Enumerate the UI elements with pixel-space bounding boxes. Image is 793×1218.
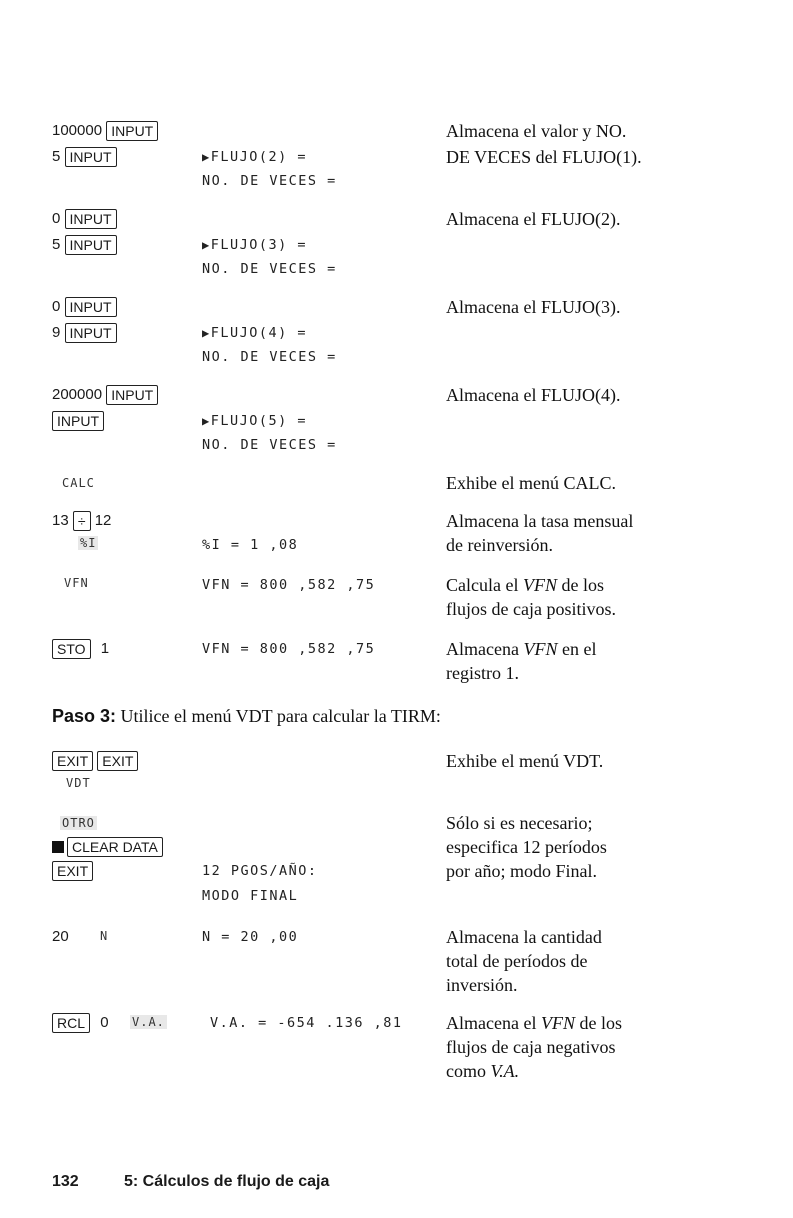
desc-row-7: Almacena el FLUJO(4). — [446, 385, 621, 405]
keys-exit — [52, 750, 138, 772]
keys-row-6: 9 INPUT — [52, 322, 117, 344]
lcd-n: N = 20 ,00 — [202, 929, 299, 945]
input-key[interactable]: INPUT — [65, 297, 117, 317]
lcd-flujo-5: ▶FLUJO(5) = — [202, 413, 308, 429]
input-key[interactable]: INPUT — [106, 385, 158, 405]
arrow-icon: ▶ — [202, 150, 211, 164]
exit-key[interactable]: EXIT — [52, 751, 93, 771]
desc-row-3: Almacena el FLUJO(2). — [446, 209, 621, 229]
input-key[interactable]: INPUT — [65, 147, 117, 167]
desc-sto-1: Almacena VFN en el — [446, 639, 597, 659]
lcd-veces-4: NO. DE VECES = — [202, 349, 337, 365]
keys-row-4: 5 INPUT — [52, 234, 117, 256]
keys-row-2 — [52, 146, 117, 168]
keys-row-8 — [52, 410, 104, 432]
desc-rate-1: Almacena la tasa mensual — [446, 511, 634, 531]
percent-i-menu-key[interactable]: %I — [80, 536, 97, 550]
divide-key[interactable]: ÷ — [73, 511, 91, 531]
exit-key[interactable]: EXIT — [52, 861, 93, 881]
desc-row-2: DE VECES del FLUJO(1). — [446, 147, 642, 167]
keys-row-7: 200000 INPUT — [52, 384, 158, 406]
keys-rcl: RCL 0 — [52, 1012, 109, 1034]
chapter-title: 5: Cálculos de flujo de caja — [124, 1173, 330, 1190]
keys-n: 20 — [52, 928, 69, 945]
desc-rate-2: de reinversión. — [446, 535, 553, 555]
va-menu-key[interactable]: V.A. — [132, 1015, 165, 1029]
input-key[interactable]: INPUT — [106, 121, 158, 141]
lcd-flujo-3: ▶FLUJO(3) = — [202, 237, 308, 253]
desc-n-1: Almacena la cantidad — [446, 927, 602, 947]
keys-row-5: 0 INPUT — [52, 296, 117, 318]
n-menu-key[interactable]: N — [100, 929, 109, 943]
input-key[interactable]: INPUT — [65, 235, 117, 255]
exit-key[interactable]: EXIT — [97, 751, 138, 771]
desc-otro-1: Sólo si es necesario; — [446, 813, 593, 833]
desc-n-3: inversión. — [446, 975, 518, 995]
desc-n-2: total de períodos de — [446, 951, 588, 971]
desc-row-1: Almacena el valor y NO. — [446, 121, 627, 141]
calc-menu-key[interactable]: CALC — [62, 476, 95, 490]
lcd-flujo-2: ▶FLUJO(2) = — [202, 149, 308, 165]
input-key[interactable]: INPUT — [52, 411, 104, 431]
desc-row-5: Almacena el FLUJO(3). — [446, 297, 621, 317]
sto-key[interactable]: STO — [52, 639, 91, 659]
key-entry: 5 — [52, 148, 61, 165]
keys-exit-2 — [52, 860, 93, 882]
keys-row-3: 0 INPUT — [52, 208, 117, 230]
desc-otro-3: por año; modo Final. — [446, 861, 597, 881]
arrow-icon: ▶ — [202, 238, 211, 252]
step-heading: Paso 3: Utilice el menú VDT para calcular la TIRM: — [52, 706, 441, 726]
desc-calc: Exhibe el menú CALC. — [446, 473, 616, 493]
desc-vfn-2: flujos de caja positivos. — [446, 599, 616, 619]
rcl-key[interactable]: RCL — [52, 1013, 90, 1033]
vdt-menu-key[interactable]: VDT — [66, 776, 91, 790]
input-key[interactable]: INPUT — [65, 209, 117, 229]
lcd-veces-3: NO. DE VECES = — [202, 261, 337, 277]
arrow-icon: ▶ — [202, 414, 211, 428]
page-number: 132 — [52, 1173, 79, 1190]
arrow-icon: ▶ — [202, 326, 211, 340]
keys-sto: STO 1 — [52, 638, 109, 660]
lcd-va: V.A. = -654 .136 ,81 — [210, 1015, 403, 1031]
vfn-menu-key[interactable]: VFN — [64, 576, 89, 590]
lcd-modo: MODO FINAL — [202, 888, 299, 904]
desc-rcl-3: como V.A. — [446, 1061, 520, 1081]
lcd-pgos: 12 PGOS/AÑO: — [202, 863, 318, 879]
key-entry: 100000 — [52, 122, 103, 139]
otro-menu-key[interactable]: OTRO — [62, 816, 95, 830]
desc-otro-2: especifica 12 períodos — [446, 837, 607, 857]
desc-exit: Exhibe el menú VDT. — [446, 751, 604, 771]
keys-row-1 — [52, 120, 158, 142]
desc-rcl-1: Almacena el VFN de los — [446, 1013, 622, 1033]
clear-data-key[interactable]: CLEAR DATA — [67, 837, 163, 857]
keys-clear — [52, 836, 163, 858]
shift-icon[interactable] — [52, 841, 64, 853]
input-key[interactable]: INPUT — [65, 323, 117, 343]
lcd-rate: %I = 1 ,08 — [202, 537, 299, 553]
lcd-flujo-4: ▶FLUJO(4) = — [202, 325, 308, 341]
keys-rate: 13 ÷ 12 — [52, 512, 112, 530]
desc-rcl-2: flujos de caja negativos — [446, 1037, 616, 1057]
desc-sto-2: registro 1. — [446, 663, 519, 683]
lcd-sto: VFN = 800 ,582 ,75 — [202, 641, 376, 657]
lcd-vfn: VFN = 800 ,582 ,75 — [202, 577, 376, 593]
lcd-veces-5: NO. DE VECES = — [202, 437, 337, 453]
lcd-veces-2: NO. DE VECES = — [202, 173, 337, 189]
desc-vfn-1: Calcula el VFN de los — [446, 575, 604, 595]
